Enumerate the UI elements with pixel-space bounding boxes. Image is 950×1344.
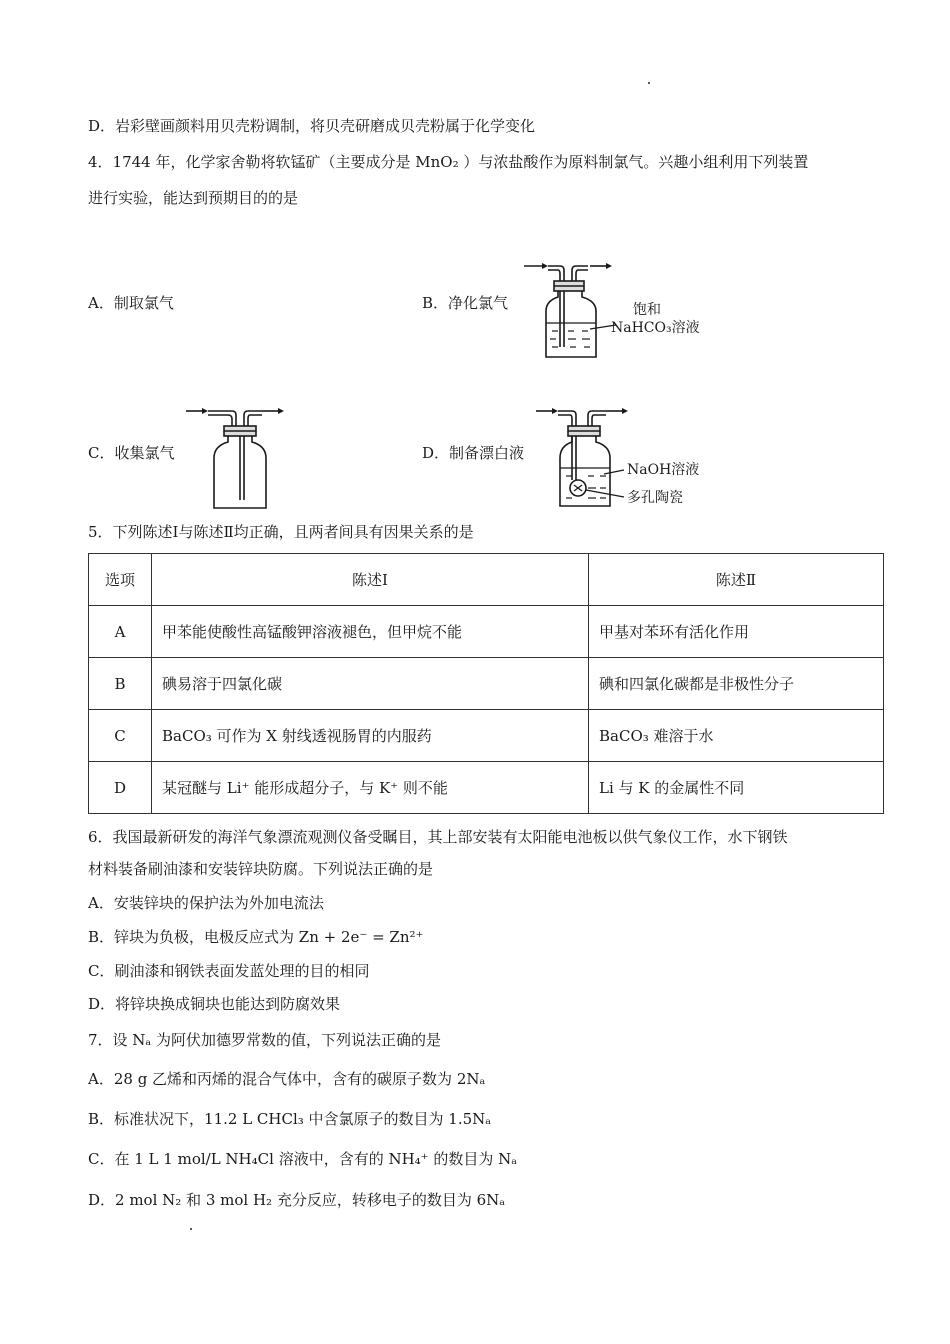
q7-option-c: C．在 1 L 1 mol/L NH₄Cl 溶液中，含有的 NH₄⁺ 的数目为 Nₐ (88, 1150, 518, 1168)
q6-stem-line2: 材料装备刷油漆和安装锌块防腐。下列说法正确的是 (88, 860, 434, 878)
apparatus-c-collect-bottle (180, 400, 290, 515)
q4-option-b: B．净化氯气 (422, 294, 509, 312)
row-statement-2: 碘和四氯化碳都是非极性分子 (589, 658, 884, 710)
q7-stem: 7．设 Nₐ 为阿伏加德罗常数的值，下列说法正确的是 (88, 1031, 441, 1049)
table-row (89, 762, 884, 814)
q7-option-d: D．2 mol N₂ 和 3 mol H₂ 充分反应，转移电子的数目为 6Nₐ (88, 1191, 506, 1209)
row-option: C (89, 710, 152, 762)
q4-option-c: C．收集氯气 (88, 444, 175, 462)
row-statement-1: 碘易溶于四氯化碳 (152, 658, 589, 710)
header-statement-2: 陈述Ⅱ (589, 554, 884, 606)
q6-option-c: C．刷油漆和钢铁表面发蓝处理的目的相同 (88, 962, 370, 980)
table-row (89, 606, 884, 658)
row-option: A (89, 606, 152, 658)
row-option: D (89, 762, 152, 814)
q6-option-a: A．安装锌块的保护法为外加电流法 (88, 894, 324, 912)
q4-d-label-naoh: NaOH溶液 (627, 462, 700, 478)
table-row (89, 710, 884, 762)
q4-stem-line2: 进行实验，能达到预期目的的是 (88, 189, 299, 207)
table-row (89, 658, 884, 710)
q4-d-label-porous-ceramic: 多孔陶瓷 (627, 490, 683, 506)
q5-stem: 5．下列陈述Ⅰ与陈述Ⅱ均正确，且两者间具有因果关系的是 (88, 523, 474, 541)
row-statement-1: BaCO₃ 可作为 X 射线透视肠胃的内服药 (152, 710, 589, 762)
q4-option-d: D．制备漂白液 (422, 444, 525, 462)
row-statement-1: 某冠醚与 Li⁺ 能形成超分子，与 K⁺ 则不能 (152, 762, 589, 814)
q4-option-a: A．制取氯气 (88, 294, 174, 312)
q7-option-a: A．28 g 乙烯和丙烯的混合气体中，含有的碳原子数为 2Nₐ (88, 1070, 486, 1088)
table-header-row (89, 554, 884, 606)
q3-option-d: D．岩彩壁画颜料用贝壳粉调制，将贝壳研磨成贝壳粉属于化学变化 (88, 117, 536, 135)
speck (648, 82, 650, 84)
q4-b-label-nahco3: NaHCO₃溶液 (611, 320, 700, 336)
header-option: 选项 (89, 554, 152, 606)
row-statement-2: BaCO₃ 难溶于水 (589, 710, 884, 762)
q6-stem-line1: 6．我国最新研发的海洋气象漂流观测仪备受瞩目，其上部安装有太阳能电池板以供气象仪工作，水下钢铁 (88, 828, 788, 846)
apparatus-b-wash-bottle (520, 255, 730, 367)
row-option: B (89, 658, 152, 710)
row-statement-2: 甲基对苯环有活化作用 (589, 606, 884, 658)
q5-table (88, 553, 884, 814)
q4-stem-line1: 4．1744 年，化学家舍勒将软锰矿（主要成分是 MnO₂ ）与浓盐酸作为原料制氯气。兴趣小组利用下列装置 (88, 153, 809, 171)
q6-option-d: D．将锌块换成铜块也能达到防腐效果 (88, 995, 341, 1013)
q4-b-label-saturated: 饱和 (633, 302, 661, 318)
speck (190, 1228, 192, 1230)
q6-option-b: B．锌块为负极，电极反应式为 Zn + 2e⁻ = Zn²⁺ (88, 928, 424, 946)
row-statement-1: 甲苯能使酸性高锰酸钾溶液褪色，但甲烷不能 (152, 606, 589, 658)
header-statement-1: 陈述Ⅰ (152, 554, 589, 606)
row-statement-2: Li 与 K 的金属性不同 (589, 762, 884, 814)
q7-option-b: B．标准状况下，11.2 L CHCl₃ 中含氯原子的数目为 1.5Nₐ (88, 1110, 492, 1128)
